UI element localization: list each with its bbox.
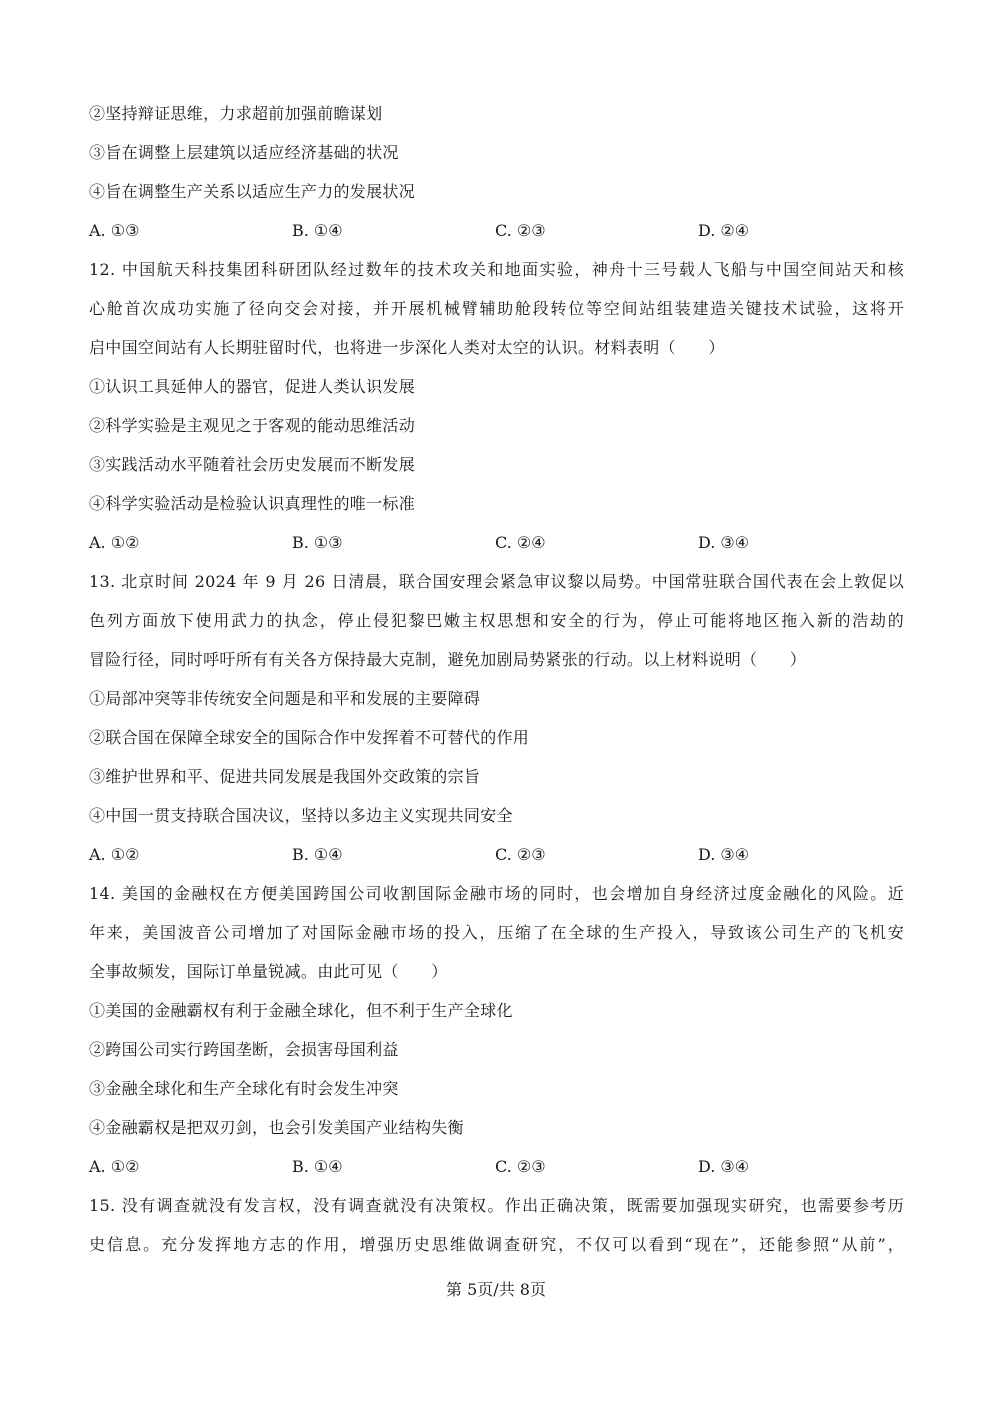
q13-stem-line-2: 色列方面放下使用武力的执念，停止侵犯黎巴嫩主权思想和安全的行为，停止可能将地区拖入新的浩劫的 [89, 611, 904, 630]
q13-item-4: ④中国一贯支持联合国决议，坚持以多边主义实现共同安全 [89, 806, 513, 825]
q13-item-2: ②联合国在保障全球安全的国际合作中发挥着不可替代的作用 [89, 728, 530, 747]
q14-item-2: ②跨国公司实行跨国垄断，会损害母国利益 [89, 1040, 399, 1059]
q13-item-1: ①局部冲突等非传统安全问题是和平和发展的主要障碍 [89, 689, 481, 708]
q12-stem-line-2: 心舱首次成功实施了径向交会对接，并开展机械臂辅助舱段转位等空间站组装建造关键技术试验，这将开 [89, 299, 904, 318]
option-a: A. ①② [89, 845, 140, 864]
option-b: B. ①③ [292, 533, 343, 552]
q14-item-4: ④金融霸权是把双刃剑，也会引发美国产业结构失衡 [89, 1118, 464, 1137]
option-d: D. ②④ [698, 221, 750, 240]
prev-question-item-2: ②坚持辩证思维，力求超前加强前瞻谋划 [89, 104, 383, 123]
option-a: A. ①② [89, 533, 140, 552]
q14-item-1: ①美国的金融霸权有利于金融全球化，但不利于生产全球化 [89, 1001, 513, 1020]
option-d: D. ③④ [698, 1157, 750, 1176]
q14-stem-line-2: 年来，美国波音公司增加了对国际金融市场的投入，压缩了在全球的生产投入，导致该公司生产的飞机安 [89, 923, 904, 942]
q14-options [89, 1157, 904, 1177]
q12-item-4: ④科学实验活动是检验认识真理性的唯一标准 [89, 494, 416, 513]
prev-question-item-3: ③旨在调整上层建筑以适应经济基础的状况 [89, 143, 399, 162]
prev-question-item-4: ④旨在调整生产关系以适应生产力的发展状况 [89, 182, 416, 201]
option-b: B. ①④ [292, 221, 343, 240]
q13-stem-line-3: 冒险行径，同时呼吁所有有关各方保持最大克制，避免加剧局势紧张的行动。以上材料说明（ ） [89, 650, 807, 669]
option-c: C. ②③ [495, 1157, 546, 1176]
q13-item-3: ③维护世界和平、促进共同发展是我国外交政策的宗旨 [89, 767, 481, 786]
option-d: D. ③④ [698, 845, 750, 864]
q12-stem-line-1: 12. 中国航天科技集团科研团队经过数年的技术攻关和地面实验，神舟十三号载人飞船与中国空间站天和核 [89, 260, 904, 279]
option-c: C. ②④ [495, 533, 546, 552]
q12-item-1: ①认识工具延伸人的器官，促进人类认识发展 [89, 377, 416, 396]
option-b: B. ①④ [292, 845, 343, 864]
q13-stem-line-1: 13. 北京时间 2024 年 9 月 26 日清晨，联合国安理会紧急审议黎以局势。中国常驻联合国代表在会上敦促以 [89, 572, 904, 591]
option-b: B. ①④ [292, 1157, 343, 1176]
option-c: C. ②③ [495, 845, 546, 864]
q15-stem-line-1: 15. 没有调查就没有发言权，没有调查就没有决策权。作出正确决策，既需要加强现实研究，也需要参考历 [89, 1196, 904, 1215]
option-a: A. ①② [89, 1157, 140, 1176]
q14-stem-line-3: 全事故频发，国际订单量锐减。由此可见（ ） [89, 962, 448, 981]
q15-stem-line-2: 史信息。充分发挥地方志的作用，增强历史思维做调查研究，不仅可以看到“现在”，还能参照“从前”， [89, 1235, 904, 1254]
option-c: C. ②③ [495, 221, 546, 240]
option-a: A. ①③ [89, 221, 140, 240]
q12-options [89, 533, 904, 553]
page-number: 第 5页/共 8页 [446, 1280, 546, 1299]
q12-item-2: ②科学实验是主观见之于客观的能动思维活动 [89, 416, 416, 435]
q13-options [89, 845, 904, 865]
q12-stem-line-3: 启中国空间站有人长期驻留时代，也将进一步深化人类对太空的认识。材料表明（ ） [89, 338, 725, 357]
q14-item-3: ③金融全球化和生产全球化有时会发生冲突 [89, 1079, 399, 1098]
q14-stem-line-1: 14. 美国的金融权在方便美国跨国公司收割国际金融市场的同时，也会增加自身经济过度金融化的风险。近 [89, 884, 904, 903]
option-d: D. ③④ [698, 533, 750, 552]
q12-item-3: ③实践活动水平随着社会历史发展而不断发展 [89, 455, 416, 474]
prev-question-options [89, 221, 904, 241]
